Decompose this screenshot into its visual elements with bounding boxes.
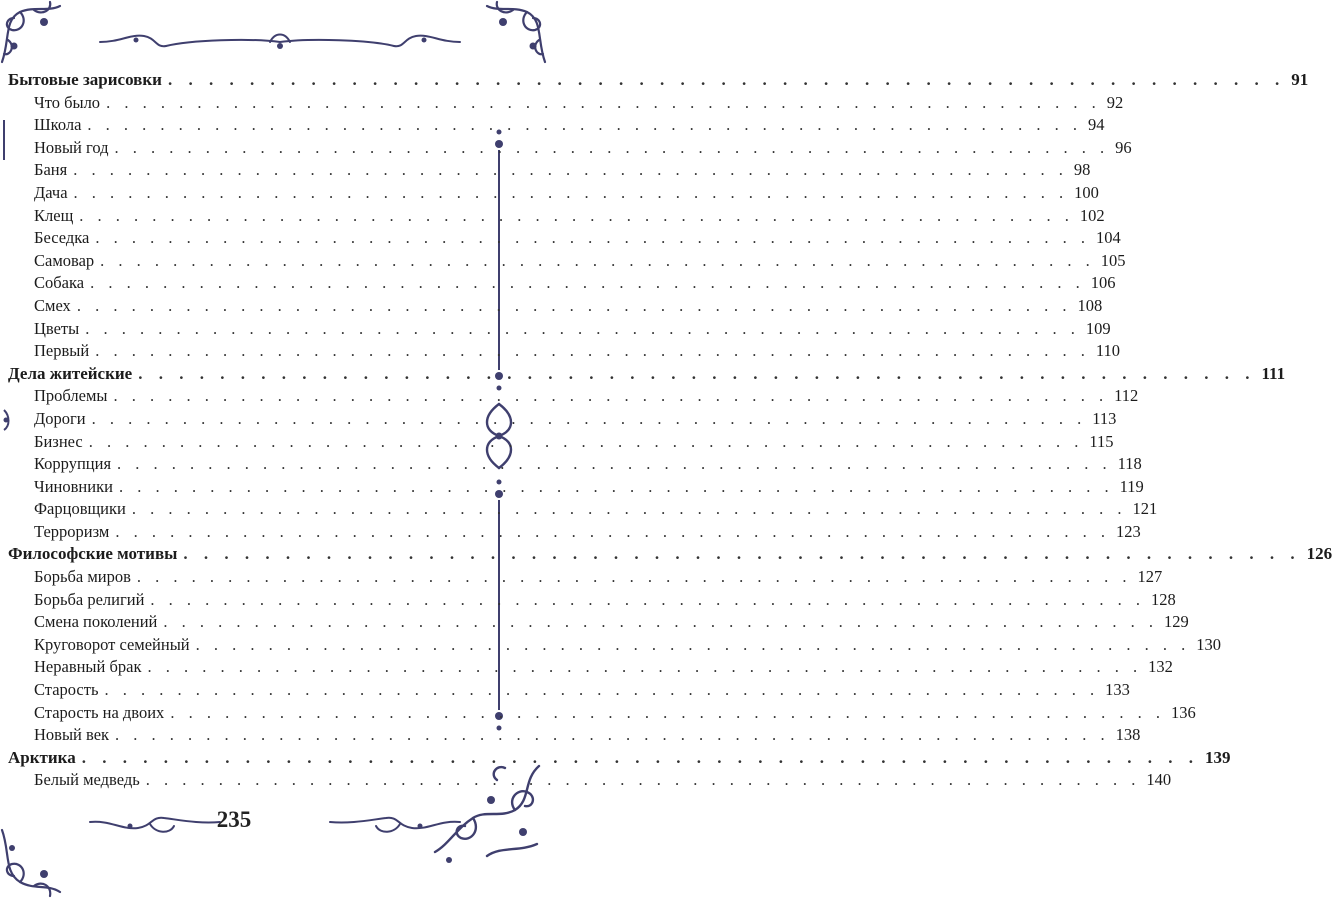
toc-entry-title: Неравный брак	[34, 657, 142, 677]
section-heading	[8, 70, 1309, 93]
dot-leader: . . . . . . . . . . . . . . . . . . . . . . . . . . . . . . . . . . . . . . . . . . . . . . . . . . . . . . .	[88, 431, 1084, 451]
toc-entry-page: 112	[1114, 386, 1139, 406]
dot-leader: . . . . . . . . . . . . . . . . . . . . . . . . . . . . . . . . . . . . . . . . . . . . . . . . . . . . . . .	[76, 295, 1072, 315]
toc-entry-title: Самовар	[34, 250, 95, 270]
toc-entry-title: Борьба миров	[34, 567, 131, 587]
dot-leader: . . . . . . . . . . . . . . . . . . . . . . . . . . . . . . . . . . . . . . . . . . . . . . . . . . . . . . .	[81, 747, 1199, 767]
dot-leader: . . . . . . . . . . . . . . . . . . . . . . . . . . . . . . . . . . . . . . . . . . . . . . . . . . . . . . .	[104, 680, 1100, 700]
toc-entry-title: Бизнес	[34, 431, 83, 451]
toc-entry-page: 140	[1146, 770, 1172, 790]
toc-entry-title: Дороги	[34, 408, 86, 428]
section-heading	[8, 747, 1231, 771]
toc-entry-page: 119	[1119, 476, 1144, 496]
dot-leader: . . . . . . . . . . . . . . . . . . . . . . . . . . . . . . . . . . . . . . . . . . . . . . . . . . . . . . .	[79, 205, 1074, 225]
dot-leader: . . . . . . . . . . . . . . . . . . . . . . . . . . . . . . . . . . . . . . . . . . . . . . . . . . . . . . .	[115, 521, 1110, 541]
toc-entry-title: Проблемы	[34, 386, 108, 406]
toc-entry	[8, 725, 1141, 748]
section-heading-title: Арктика	[8, 747, 76, 767]
toc-entry-page: 136	[1170, 702, 1196, 722]
section-heading	[8, 544, 1332, 567]
toc-entry-title: Смена поколений	[34, 612, 158, 632]
toc-entry	[8, 341, 1120, 364]
toc-entry	[8, 612, 1189, 635]
toc-entry-page: 102	[1079, 205, 1105, 225]
toc-entry-page: 121	[1132, 499, 1158, 519]
toc-entry	[8, 92, 1124, 116]
toc-entry	[8, 273, 1116, 296]
dot-leader: . . . . . . . . . . . . . . . . . . . . . . . . . . . . . . . . . . . . . . . . . . . . . . . . . . . . . . .	[113, 386, 1109, 406]
toc-entry-title: Белый медведь	[34, 770, 140, 790]
toc-entry-title: Баня	[34, 160, 68, 180]
toc-entry-page: 130	[1196, 634, 1222, 654]
toc-entry	[8, 115, 1105, 138]
toc-entry	[8, 205, 1105, 229]
toc-entry-page: 108	[1077, 295, 1103, 315]
toc-entry-title: Дача	[34, 182, 68, 202]
toc-entry-title: Фарцовщики	[34, 499, 126, 519]
dot-leader: . . . . . . . . . . . . . . . . . . . . . . . . . . . . . . . . . . . . . . . . . . . . . . . . . . . . . . .	[195, 634, 1191, 654]
toc-entry-title: Круговорот семейный	[34, 634, 190, 654]
toc-entry	[8, 431, 1114, 455]
toc-entry-title: Что было	[34, 92, 101, 112]
toc-entry-page: 138	[1115, 725, 1141, 745]
toc-entry-title: Клещ	[34, 205, 74, 225]
toc-entry-page: 133	[1105, 680, 1130, 700]
dot-leader: . . . . . . . . . . . . . . . . . . . . . . . . . . . . . . . . . . . . . . . . . . . . . . . . . . . . . . .	[91, 408, 1087, 428]
toc-entry	[8, 137, 1132, 161]
toc-entry-title: Новый век	[34, 725, 110, 745]
section-heading-page: 111	[1261, 363, 1286, 383]
section-heading	[8, 363, 1286, 387]
toc-entry	[8, 680, 1130, 703]
toc-entry-page: 98	[1073, 160, 1091, 180]
toc-entry-page: 113	[1092, 408, 1117, 428]
toc-entry	[8, 476, 1144, 500]
corner-ornament-top-right-icon	[477, 0, 547, 75]
toc-entry-page: 123	[1115, 521, 1141, 541]
dot-leader: . . . . . . . . . . . . . . . . . . . . . . . . . . . . . . . . . . . . . . . . . . . . . . . . . . . . . . .	[136, 567, 1132, 587]
dot-leader: . . . . . . . . . . . . . . . . . . . . . . . . . . . . . . . . . . . . . . . . . . . . . . . . . . . . . . .	[95, 228, 1090, 248]
toc-entry-page: 105	[1100, 250, 1126, 270]
toc-entry	[8, 160, 1091, 183]
toc-entry	[8, 454, 1142, 477]
dot-leader: . . . . . . . . . . . . . . . . . . . . . . . . . . . . . . . . . . . . . . . . . . . . . . . . . . . . . . .	[73, 182, 1069, 202]
toc-entry-title: Беседка	[34, 228, 90, 248]
corner-ornament-top-left-icon	[0, 0, 70, 75]
toc-entry-page: 104	[1095, 228, 1121, 248]
toc-entry	[8, 318, 1111, 342]
dot-leader: . . . . . . . . . . . . . . . . . . . . . . . . . . . . . . . . . . . . . . . . . . . . . . . . . . . . . . .	[95, 341, 1090, 361]
section-heading-page: 139	[1204, 747, 1231, 767]
dot-leader: . . . . . . . . . . . . . . . . . . . . . . . . . . . . . . . . . . . . . . . . . . . . . . . . . . . . . . .	[114, 137, 1110, 157]
section-heading-page: 91	[1291, 70, 1309, 89]
toc-entry-title: Смех	[34, 295, 71, 315]
toc-entry	[8, 521, 1141, 545]
toc-entry	[8, 657, 1173, 680]
dot-leader: . . . . . . . . . . . . . . . . . . . . . . . . . . . . . . . . . . . . . . . . . . . . . . . . . . . . . . .	[145, 770, 1141, 790]
section-heading-title: Бытовые зарисовки	[8, 70, 162, 89]
toc-entry	[8, 386, 1139, 409]
toc-entry-page: 132	[1148, 657, 1173, 677]
toc-entry	[8, 770, 1172, 793]
toc-entry-page: 118	[1117, 454, 1142, 474]
toc-entry-title: Цветы	[34, 318, 80, 338]
toc-entry-title: Коррупция	[34, 454, 112, 474]
dot-leader: . . . . . . . . . . . . . . . . . . . . . . . . . . . . . . . . . . . . . . . . . . . . . . . . . . . . . . .	[118, 476, 1114, 496]
toc-entry-page: 110	[1095, 341, 1120, 361]
toc-entry	[8, 589, 1176, 613]
dot-leader: . . . . . . . . . . . . . . . . . . . . . . . . . . . . . . . . . . . . . . . . . . . . . . . . . . . . . . .	[183, 544, 1301, 564]
toc-entry-title: Терроризм	[34, 521, 110, 541]
dot-leader: . . . . . . . . . . . . . . . . . . . . . . . . . . . . . . . . . . . . . . . . . . . . . . . . . . . . . . .	[170, 702, 1165, 722]
toc-entry-title: Новый год	[34, 137, 109, 157]
toc-entry	[8, 634, 1222, 658]
toc-entry	[8, 295, 1103, 319]
toc-entry-page: 94	[1088, 115, 1105, 135]
table-of-contents	[8, 70, 1332, 793]
section-heading-title: Дела житейские	[8, 363, 133, 383]
toc-entry-title: Чиновники	[34, 476, 113, 496]
toc-entry	[8, 567, 1163, 590]
dot-leader: . . . . . . . . . . . . . . . . . . . . . . . . . . . . . . . . . . . . . . . . . . . . . . . . . . . . . . .	[150, 589, 1146, 609]
toc-entry-title: Старость на двоих	[34, 702, 165, 722]
toc-entry-page: 100	[1074, 182, 1099, 202]
top-divider-ornament-icon	[100, 28, 460, 54]
dot-leader: . . . . . . . . . . . . . . . . . . . . . . . . . . . . . . . . . . . . . . . . . . . . . . . . . . . . . . .	[138, 363, 1256, 383]
toc-entry	[8, 228, 1121, 251]
dot-leader: . . . . . . . . . . . . . . . . . . . . . . . . . . . . . . . . . . . . . . . . . . . . . . . . . . . . . . .	[73, 160, 1068, 180]
page-number: 235	[216, 807, 252, 832]
toc-entry-page: 106	[1090, 273, 1116, 293]
toc-entry	[8, 250, 1126, 274]
dot-leader: . . . . . . . . . . . . . . . . . . . . . . . . . . . . . . . . . . . . . . . . . . . . . . . . . . . . . . .	[115, 725, 1110, 745]
section-heading-title: Философские мотивы	[8, 544, 178, 564]
toc-entry	[8, 702, 1196, 726]
dot-leader: . . . . . . . . . . . . . . . . . . . . . . . . . . . . . . . . . . . . . . . . . . . . . . . . . . . . . . .	[85, 318, 1080, 338]
section-heading-page: 126	[1306, 544, 1332, 564]
toc-entry-page: 115	[1089, 431, 1114, 451]
toc-entry	[8, 499, 1158, 522]
dot-leader: . . . . . . . . . . . . . . . . . . . . . . . . . . . . . . . . . . . . . . . . . . . . . . . . . . . . . . .	[117, 454, 1112, 474]
toc-entry-page: 128	[1151, 589, 1176, 609]
dot-leader: . . . . . . . . . . . . . . . . . . . . . . . . . . . . . . . . . . . . . . . . . . . . . . . . . . . . . . .	[87, 115, 1083, 135]
dot-leader: . . . . . . . . . . . . . . . . . . . . . . . . . . . . . . . . . . . . . . . . . . . . . . . . . . . . . . .	[131, 499, 1127, 519]
dot-leader: . . . . . . . . . . . . . . . . . . . . . . . . . . . . . . . . . . . . . . . . . . . . . . . . . . . . . . .	[106, 92, 1101, 112]
toc-entry	[8, 182, 1099, 206]
toc-entry-title: Борьба религий	[34, 589, 145, 609]
dot-leader: . . . . . . . . . . . . . . . . . . . . . . . . . . . . . . . . . . . . . . . . . . . . . . . . . . . . . . .	[90, 273, 1085, 293]
toc-entry-page: 127	[1137, 567, 1163, 587]
dot-leader: . . . . . . . . . . . . . . . . . . . . . . . . . . . . . . . . . . . . . . . . . . . . . . . . . . . . . . .	[100, 250, 1095, 270]
toc-entry-page: 129	[1164, 612, 1189, 632]
toc-entry-title: Школа	[34, 115, 82, 135]
dot-leader: . . . . . . . . . . . . . . . . . . . . . . . . . . . . . . . . . . . . . . . . . . . . . . . . . . . . . . .	[163, 612, 1159, 632]
toc-entry-title: Собака	[34, 273, 85, 293]
toc-entry-page: 96	[1115, 137, 1132, 157]
toc-entry-page: 109	[1085, 318, 1111, 338]
toc-entry-title: Старость	[34, 680, 99, 700]
toc-entry	[8, 408, 1117, 432]
dot-leader: . . . . . . . . . . . . . . . . . . . . . . . . . . . . . . . . . . . . . . . . . . . . . . . . . . . . . . .	[147, 657, 1143, 677]
toc-entry-page: 92	[1106, 92, 1124, 112]
dot-leader: . . . . . . . . . . . . . . . . . . . . . . . . . . . . . . . . . . . . . . . . . . . . . . . . . . . . . . .	[167, 70, 1286, 89]
toc-entry-title: Первый	[34, 341, 90, 361]
